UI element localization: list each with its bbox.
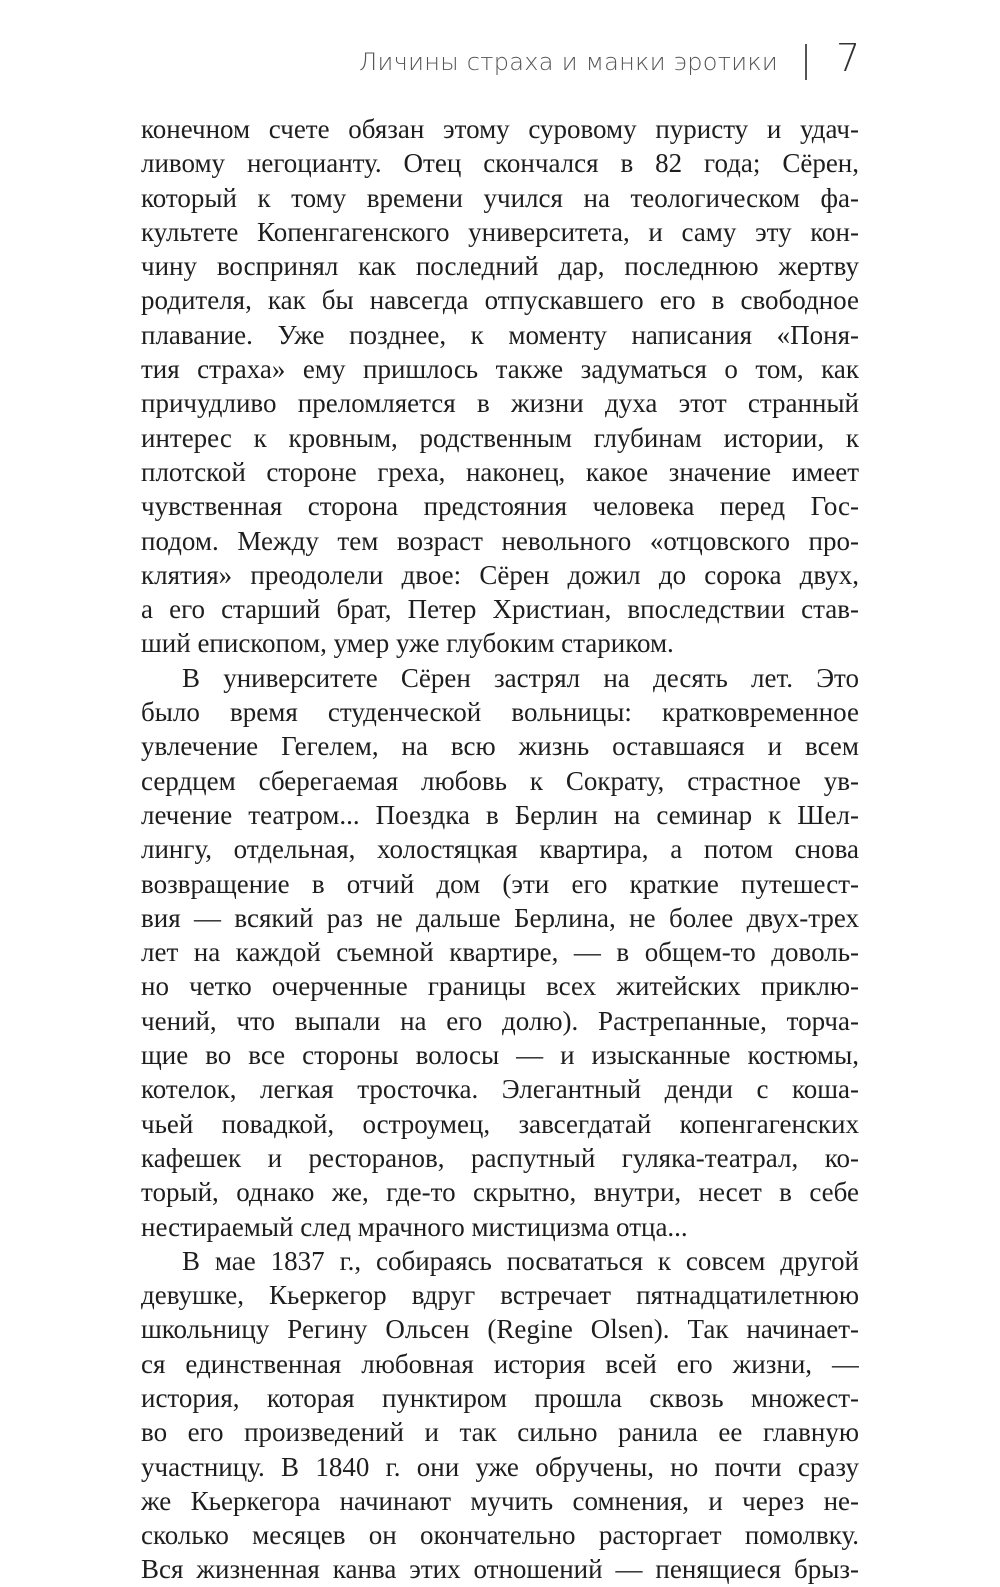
text-line: плавание. Уже позднее, к моменту написания «Поня-: [141, 319, 859, 350]
text-line: котелок, легкая тросточка. Элегантный денди с коша-: [141, 1074, 859, 1105]
text-line: торый, однако же, где-то скрытно, внутри, несет в себе: [141, 1177, 859, 1208]
text-line: чувственная сторона предстояния человека перед Гос-: [141, 491, 859, 522]
text-line: же Кьеркегора начинают мучить сомнения, и через не-: [141, 1485, 859, 1516]
text-line: было время студенческой вольницы: кратковременное: [141, 697, 859, 728]
text-line: Вся жизненная канва этих отношений — пенящиеся брыз-: [141, 1554, 859, 1585]
text-line: культете Копенгагенского университета, и саму эту кон-: [141, 216, 859, 247]
header-divider: [805, 44, 807, 80]
text-line: чений, что выпали на его долю). Растрепанные, торча-: [141, 1005, 859, 1036]
text-line: родителя, как бы навсегда отпускавшего его в свободное: [141, 285, 859, 316]
text-line: интерес к кровным, родственным глубинам истории, к: [141, 422, 859, 453]
text-line: возвращение в отчий дом (эти его краткие путешест-: [141, 868, 859, 899]
text-line: который к тому времени учился на теологическом фа-: [141, 182, 859, 213]
page-header: [0, 36, 1000, 96]
text-line: во его произведений и так сильно ранила ее главную: [141, 1417, 859, 1448]
text-line: участницу. В 1840 г. они уже обручены, но почти сразу: [141, 1451, 859, 1482]
text-line: но четко очерченные границы всех житейских приклю-: [141, 971, 859, 1002]
text-line: клятия» преодолели двое: Сёрен дожил до сорока двух,: [141, 559, 859, 590]
text-line: причудливо преломляется в жизни духа этот странный: [141, 388, 859, 419]
text-line: кафешек и ресторанов, распутный гуляка-театрал, ко-: [141, 1142, 859, 1173]
paragraph-start-line: В университете Сёрен застрял на десять лет. Это: [182, 662, 859, 693]
text-line: подом. Между тем возраст невольного «отцовского про-: [141, 525, 859, 556]
paragraph-start-line: В мае 1837 г., собираясь посвататься к совсем другой: [182, 1245, 859, 1276]
text-line: щие во все стороны волосы — и изысканные костюмы,: [141, 1040, 859, 1071]
text-line: а его старший брат, Петер Христиан, впоследствии став-: [141, 594, 859, 625]
running-title: Личины страха и манки эротики: [359, 48, 778, 76]
paragraph-end-line: нестираемый след мрачного мистицизма отца...: [141, 1211, 688, 1242]
text-line: чьей повадкой, остроумец, завсегдатай копенгагенских: [141, 1108, 859, 1139]
text-line: тия страха» ему пришлось также задуматься о том, как: [141, 354, 859, 385]
text-line: лечение театром... Поездка в Берлин на семинар к Шел-: [141, 799, 859, 830]
text-line: конечном счете обязан этому суровому пуристу и удач-: [141, 114, 859, 144]
text-line: плотской стороне греха, наконец, какое значение имеет: [141, 456, 859, 487]
text-line: сердцем сберегаемая любовь к Сократу, страстное ув-: [141, 765, 859, 796]
text-line: чину воспринял как последний дар, последнюю жертву: [141, 251, 859, 282]
text-line: вия — всякий раз не дальше Берлина, не более двух-трех: [141, 902, 859, 933]
text-line: сколько месяцев он окончательно расторгает помолвку.: [141, 1520, 859, 1551]
text-line: школьницу Регину Ольсен (Regine Olsen). Так начинает-: [141, 1314, 859, 1345]
page-number: 7: [836, 36, 861, 80]
text-line: история, которая пунктиром прошла сквозь множест-: [141, 1382, 859, 1413]
text-line: девушке, Кьеркегор вдруг встречает пятнадцатилетнюю: [141, 1280, 859, 1311]
text-line: лингу, отдельная, холостяцкая квартира, а потом снова: [141, 834, 859, 865]
text-line: ливому негоцианту. Отец скончался в 82 года; Сёрен,: [141, 148, 859, 179]
text-line: ся единственная любовная история всей его жизни, —: [141, 1348, 859, 1379]
paragraph-end-line: ший епископом, умер уже глубоким стариком.: [141, 628, 674, 659]
text-line: увлечение Гегелем, на всю жизнь оставшаяся и всем: [141, 731, 859, 762]
body-text: [141, 112, 859, 1587]
text-line: лет на каждой съемной квартире, — в общем-то доволь-: [141, 937, 859, 968]
